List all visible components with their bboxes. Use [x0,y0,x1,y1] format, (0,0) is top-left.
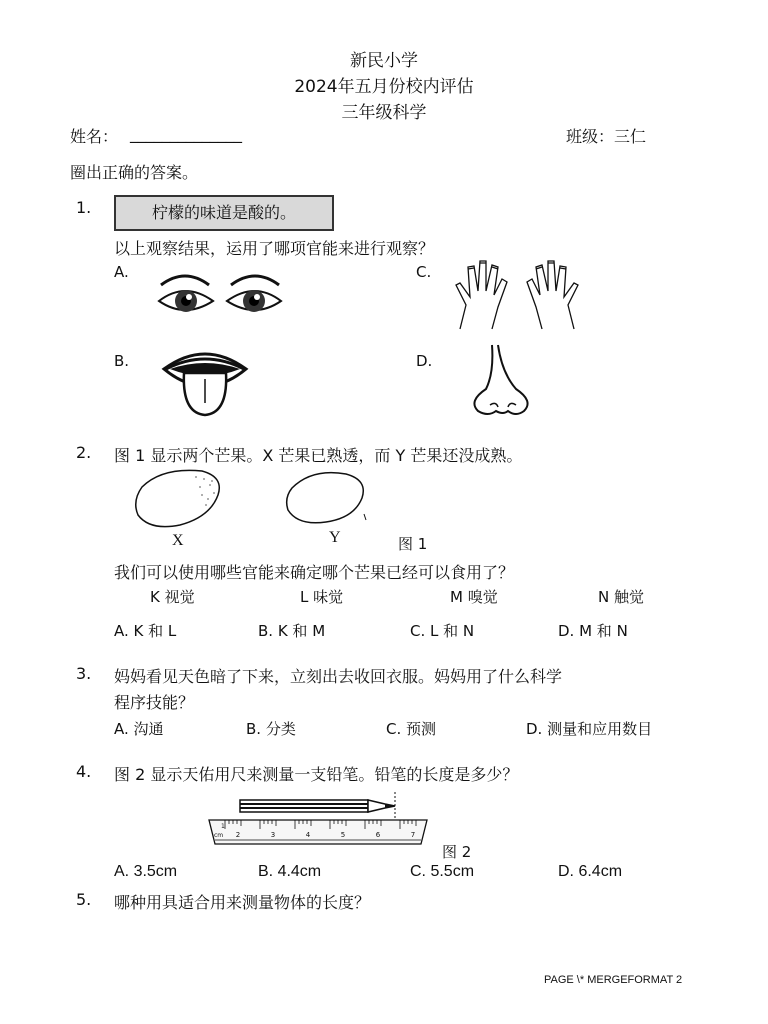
nose-icon [468,343,538,418]
q4-text: 图 2 显示天佑用尺来测量一支铅笔。铅笔的长度是多少？ [114,765,519,784]
q5-number: 5. [76,890,92,909]
q1-number: 1. [76,198,92,217]
sense-k: K 视觉 [150,588,195,606]
ruler-number: 2 [235,831,241,839]
sense-m: M 嗅觉 [450,588,498,606]
q2-option-b[interactable]: B. K 和 M [258,622,326,640]
q2-option-a[interactable]: A. K 和 L [114,622,177,640]
q1-option-d[interactable]: D. [416,352,433,370]
ruler-number: 5 [340,831,346,839]
sense-n: N 触觉 [598,588,644,606]
class-label: 班级：三仁 [566,127,647,146]
q1-option-a[interactable]: A. [114,263,129,281]
ruler-number: 4 [305,831,311,839]
q2-question: 我们可以使用哪些官能来确定哪个芒果已经可以食用了？ [114,563,515,582]
ruler-number: 6 [375,831,381,839]
q4-option-d[interactable]: D. 6.4cm [558,863,623,880]
q1-question: 以上观察结果，运用了哪项官能来进行观察？ [114,239,435,258]
q1-option-b[interactable]: B. [114,352,130,370]
school-name: 新民小学 [350,51,418,71]
figure-1-label: 图 1 [398,535,428,553]
q1-box-text: 柠檬的味道是酸的。 [151,203,296,222]
q4-option-a[interactable]: A. 3.5cm [114,863,178,880]
page-footer: PAGE \* MERGEFORMAT 2 [544,974,683,986]
name-label: 姓名： [70,127,119,146]
ruler-number: 3 [270,831,276,839]
figure-2-label: 图 2 [442,843,472,861]
ruler-icon [209,820,427,844]
q3-option-d[interactable]: D. 测量和应用数目 [526,720,653,738]
q3-option-b[interactable]: B. 分类 [246,720,296,738]
q4-number: 4. [76,762,92,781]
q5-text: 哪种用具适合用来测量物体的长度？ [114,893,371,912]
q4-option-c[interactable]: C. 5.5cm [410,863,475,880]
q4-option-b[interactable]: B. 4.4cm [258,863,322,880]
q2-option-c[interactable]: C. L 和 N [410,622,475,640]
q3-number: 3. [76,664,92,683]
exam-title: 2024年五月份校内评估 [294,77,474,97]
q3-line-2: 程序技能？ [114,693,195,712]
name-blank: ______________ [130,124,242,143]
eyes-icon [155,265,285,325]
mango-x-icon [132,465,227,530]
instruction: 圈出正确的答案。 [70,163,199,182]
hands-icon [452,255,582,330]
ruler-number: 1 [221,823,225,830]
ruler-number: 7 [410,831,416,839]
q1-option-c[interactable]: C. [416,263,432,281]
sense-l: L 味觉 [300,588,344,606]
q3-line-1: 妈妈看见天色暗了下来，立刻出去收回衣服。妈妈用了什么科学 [114,667,563,686]
q2-option-d[interactable]: D. M 和 N [558,622,628,640]
mango-x-label: X [172,532,184,549]
subject-title: 三年级科学 [341,103,427,123]
q2-number: 2. [76,443,92,462]
pencil-ruler-figure [205,790,435,858]
pencil-icon [240,800,395,812]
q3-option-a[interactable]: A. 沟通 [114,720,164,738]
q1-observation-box [114,195,334,231]
q3-option-c[interactable]: C. 预测 [386,720,437,738]
mango-y-label: Y [329,529,341,546]
q2-text: 图 1 显示两个芒果。X 芒果已熟透，而 Y 芒果还没成熟。 [114,446,523,465]
mouth-tongue-icon [160,343,250,418]
ruler-unit: cm [214,832,224,839]
mango-y-icon [284,468,379,528]
